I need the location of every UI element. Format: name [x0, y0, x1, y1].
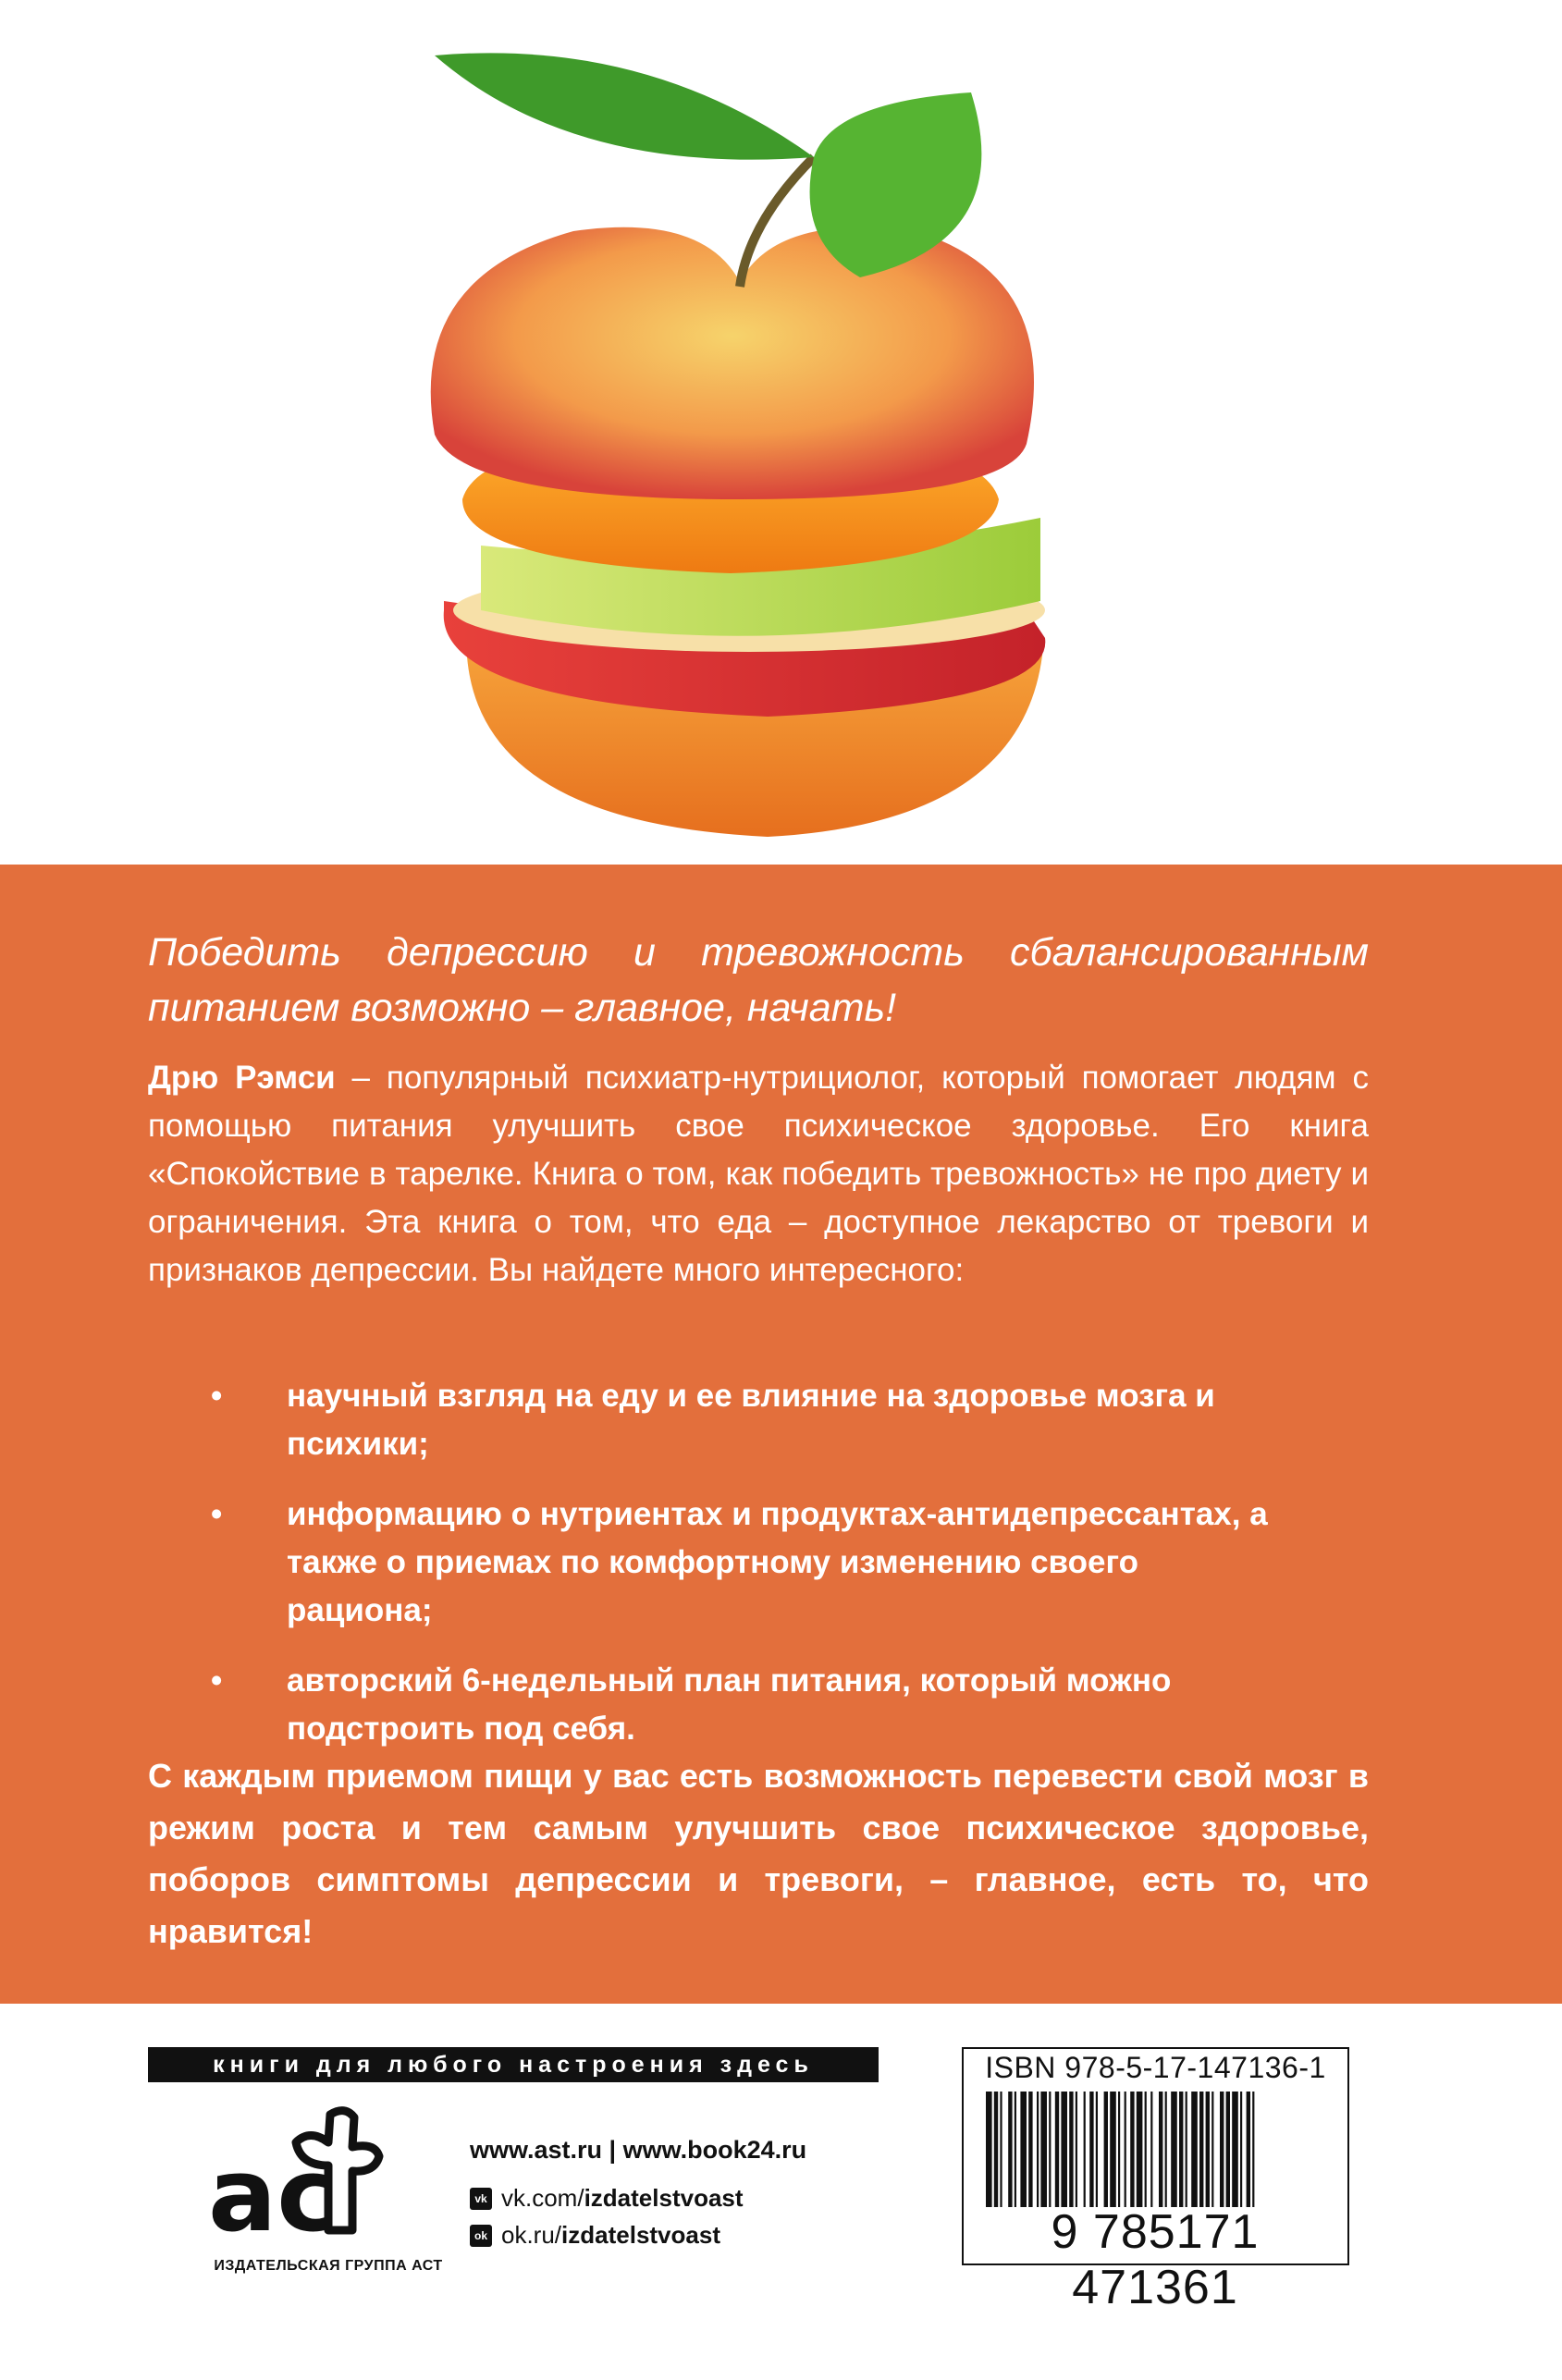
- website-links[interactable]: www.ast.ru | www.book24.ru: [470, 2136, 807, 2164]
- ok-icon: ok: [470, 2225, 492, 2247]
- vk-icon: vk: [470, 2188, 492, 2210]
- list-item: [211, 1491, 1278, 1635]
- barcode-number: 9 785171 471361: [1051, 2205, 1260, 2314]
- vk-handle: izdatelstvoast: [584, 2184, 744, 2212]
- list-item-text: научный взгляд на еду и ее влияние на здоровье мозга и психики;: [287, 1378, 1215, 1462]
- list-item: [211, 1372, 1278, 1468]
- promo-strip: книги для любого настроения здесь: [148, 2047, 879, 2082]
- bullet-icon: •: [211, 1496, 223, 1532]
- svg-text:ac: ac: [208, 2136, 338, 2249]
- list-item: [211, 1657, 1278, 1753]
- bullet-icon: •: [211, 1378, 223, 1414]
- feature-list: [211, 1372, 1278, 1775]
- description-text: – популярный психиатр-нутрициолог, который помогает людям с помощью питания улучшить свое психическое здоровье. Его книга «Спокойствие в тарелке. Книга о том, как победить тревожность» не про диету и ограничения. Эта книга о том, что еда – доступное лекарство от тревоги и признаков депрессии. Вы найдете много интересного:: [148, 1060, 1369, 1288]
- ok-handle: izdatelstvoast: [561, 2221, 720, 2249]
- vk-link[interactable]: [470, 2184, 744, 2213]
- bullet-icon: •: [211, 1662, 223, 1699]
- author-name: Дрю Рэмси: [148, 1060, 336, 1096]
- list-item-text: информацию о нутриентах и продуктах-антидепрессантах, а также о приемах по комфортному изменению своего рациона;: [287, 1496, 1268, 1628]
- publisher-name: ИЗДАТЕЛЬСКАЯ ГРУППА АСТ: [214, 2258, 443, 2274]
- description-paragraph: [148, 1054, 1369, 1294]
- vk-prefix: vk.com/: [501, 2184, 584, 2212]
- fruit-stack-photo: [0, 0, 1562, 865]
- isbn-label: ISBN 978-5-17-147136-1: [985, 2051, 1326, 2084]
- ast-logo: [190, 2101, 402, 2249]
- tagline: Победить депрессию и тревожность сбалансированным питанием возможно – главное, начать!: [148, 930, 1369, 1030]
- barcode-icon: [978, 2092, 1330, 2207]
- ok-prefix: ok.ru/: [501, 2221, 562, 2249]
- closing-paragraph: С каждым приемом пищи у вас есть возможность перевести свой мозг в режим роста и тем самым улучшить свое психическое здоровье, поборов симптомы депрессии и тревоги, – главное, есть то, что нравится!: [148, 1757, 1369, 1950]
- ok-link[interactable]: [470, 2221, 720, 2250]
- list-item-text: авторский 6-недельный план питания, который можно подстроить под себя.: [287, 1662, 1172, 1747]
